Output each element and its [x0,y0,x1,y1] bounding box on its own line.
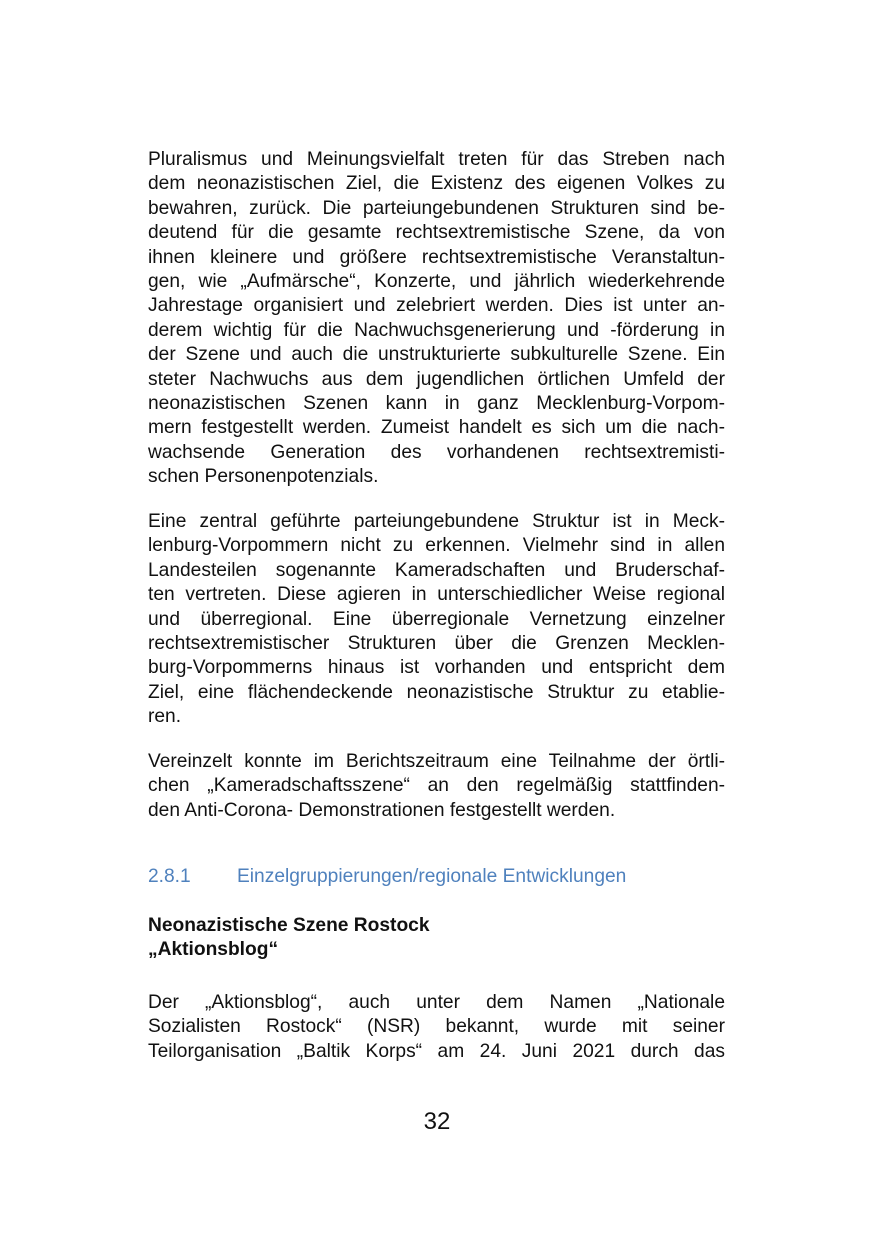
text-line: lenburg-Vorpommern nicht zu erkennen. Vielmehr sind in allen [148,535,725,557]
page-number: 32 [423,1108,451,1135]
text-line: steter Nachwuchs aus dem jugendlichen örtlichen Umfeld der [148,368,725,390]
text-line: und überregional. Eine überregionale Vernetzung einzelner [148,608,725,630]
section-title: Einzelgruppierungen/regionale Entwicklungen [237,866,627,887]
subheading-line: Neonazistische Szene Rostock [148,915,430,936]
text-line: wachsende Generation des vorhandenen rechtsextremisti- [148,441,725,463]
section-number: 2.8.1 [148,866,191,887]
text-line: Teilorganisation „Baltik Korps“ am 24. Juni 2021 durch das [148,1040,725,1062]
text-line: Sozialisten Rostock“ (NSR) bekannt, wurde mit seiner [148,1016,725,1038]
text-line: Jahrestage organisiert und zelebriert werden. Dies ist unter an- [148,295,725,317]
text-line: ihnen kleinere und größere rechtsextremistische Veranstaltun- [148,246,725,268]
text-line: Landesteilen sogenannte Kameradschaften und Bruderschaf- [148,559,725,581]
text-line: neonazistischen Szenen kann in ganz Mecklenburg-Vorpom- [148,393,725,414]
section-heading [148,864,725,890]
text-line: rechtsextremistischer Strukturen über die Grenzen Mecklen- [148,633,725,654]
text-line: schen Personenpotenzials. [148,466,379,488]
text-line: Pluralismus und Meinungsvielfalt treten für das Streben nach [148,149,725,170]
text-line: derem wichtig für die Nachwuchsgenerierung und -förderung in [148,319,725,341]
text-line: ren. [148,706,182,728]
text-line: gen, wie „Aufmärsche“, Konzerte, und jährlich wiederkehrende [148,271,725,292]
text-line: ten vertreten. Diese agieren in unterschiedlicher Weise regional [148,584,725,606]
text-line: Vereinzelt konnte im Berichtszeitraum eine Teilnahme der örtli- [148,751,725,772]
text-line: chen „Kameradschaftsszene“ an den regelmäßig stattfinden- [148,775,725,797]
text-line: deutend für die gesamte rechtsextremistische Szene, da von [148,222,725,244]
text-line: bewahren, zurück. Die parteiungebundenen Strukturen sind be- [148,197,725,219]
subheading-line: „Aktionsblog“ [148,939,279,961]
text-line: burg-Vorpommerns hinaus ist vorhanden und entspricht dem [148,657,725,679]
text-line: mern festgestellt werden. Zumeist handelt es sich um die nach- [148,417,725,439]
text-line: der Szene und auch die unstrukturierte subkulturelle Szene. Ein [148,344,725,366]
text-line: Ziel, eine flächendeckende neonazistische Struktur zu etablie- [148,681,725,703]
text-line: dem neonazistischen Ziel, die Existenz des eigenen Volkes zu [148,173,725,195]
text-line: den Anti-Corona- Demonstrationen festgestellt werden. [148,799,616,821]
text-line: Eine zentral geführte parteiungebundene Struktur ist in Meck- [148,511,725,532]
text-line: Der „Aktionsblog“, auch unter dem Namen „Nationale [148,992,725,1013]
